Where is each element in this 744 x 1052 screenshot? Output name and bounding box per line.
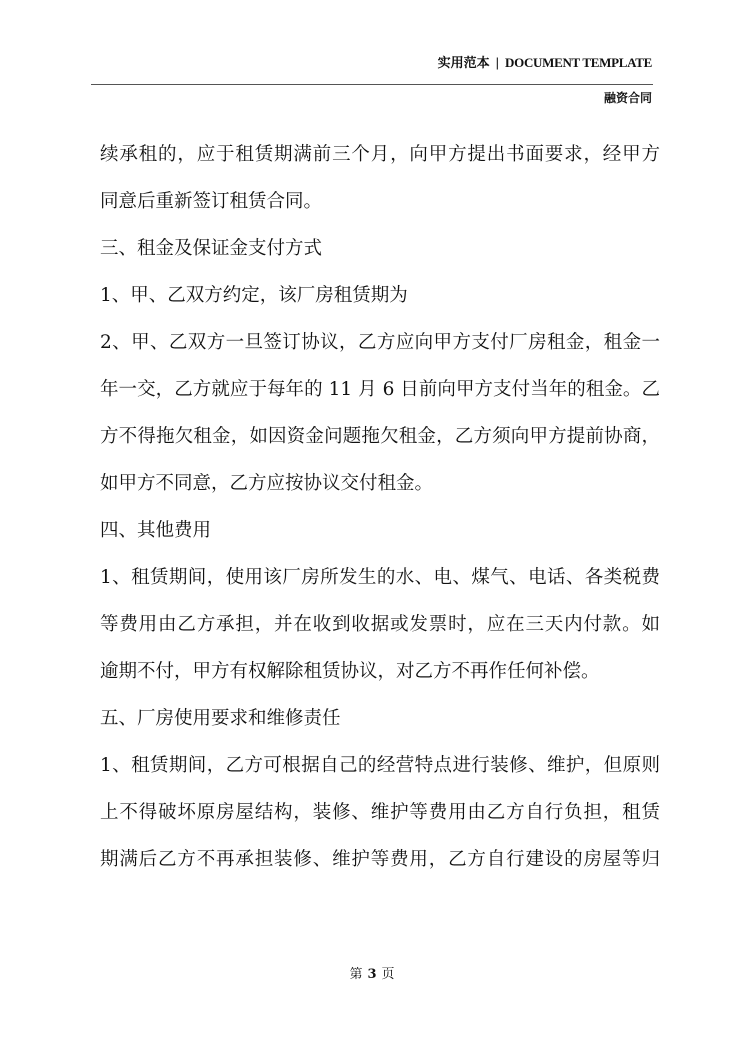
header-divider xyxy=(91,84,653,85)
page-number-value: 3 xyxy=(367,967,377,982)
page-suffix: 页 xyxy=(381,967,395,982)
section-heading: 三、租金及保证金支付方式 xyxy=(100,238,323,259)
body-line: 1、租赁期间，使用该厂房所发生的水、电、煤气、电话、各类税费 xyxy=(100,567,660,588)
body-line: 续承租的，应于租赁期满前三个月，向甲方提出书面要求，经甲方 xyxy=(100,144,660,165)
body-line: 年一交，乙方就应于每年的 11 月 6 日前向甲方支付当年的租金。乙 xyxy=(100,379,660,400)
page-prefix: 第 xyxy=(349,967,363,982)
body-line: 上不得破坏原房屋结构，装修、维护等费用由乙方自行负担，租赁 xyxy=(100,802,660,823)
section-heading: 五、厂房使用要求和维修责任 xyxy=(100,708,341,729)
section-heading: 四、其他费用 xyxy=(100,520,212,541)
body-line: 如甲方不同意，乙方应按协议交付租金。 xyxy=(100,473,434,494)
body-line: 逾期不付，甲方有权解除租赁协议，对乙方不再作任何补偿。 xyxy=(100,661,600,682)
page-number xyxy=(0,963,744,982)
header-brand-cn: 实用范本 xyxy=(437,55,490,70)
body-line: 等费用由乙方承担，并在收到收据或发票时，应在三天内付款。如 xyxy=(100,614,660,635)
body-line: 1、甲、乙双方约定，该厂房租赁期为 xyxy=(100,285,408,306)
body-line: 同意后重新签订租赁合同。 xyxy=(100,191,323,212)
body-line: 2、甲、乙双方一旦签订协议，乙方应向甲方支付厂房租金，租金一 xyxy=(100,332,660,353)
body-line: 方不得拖欠租金，如因资金问题拖欠租金，乙方须向甲方提前协商， xyxy=(100,426,660,447)
header-brand-en: DOCUMENT TEMPLATE xyxy=(505,55,652,70)
header-doc-type: 融资合同 xyxy=(603,91,652,105)
header-title xyxy=(438,52,652,71)
header-separator: | xyxy=(495,55,500,70)
body-line: 1、租赁期间，乙方可根据自己的经营特点进行装修、维护，但原则 xyxy=(100,755,660,776)
body-line: 期满后乙方不再承担装修、维护等费用，乙方自行建设的房屋等归 xyxy=(100,849,660,870)
